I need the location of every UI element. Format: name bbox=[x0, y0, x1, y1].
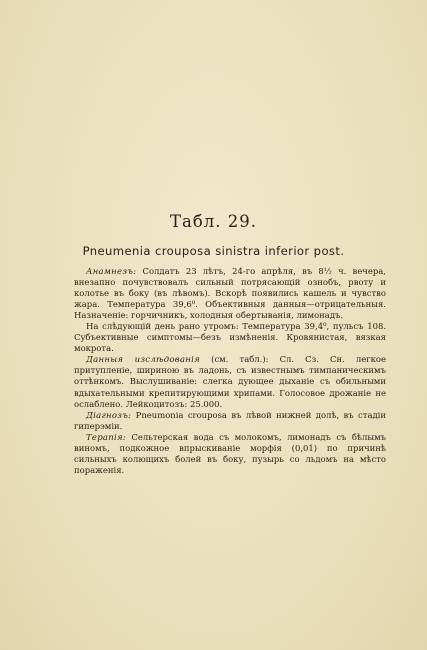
paragraph-findings bbox=[74, 354, 386, 409]
diagnosis-text: Pneumonia crouposa въ лѣвой нижней долѣ, въ стадіи гиперэміи. bbox=[74, 409, 386, 431]
therapy-label: Терапія: bbox=[86, 431, 127, 442]
table-header: Табл. 29. bbox=[170, 212, 257, 231]
anamnesis-label: Анамнезъ: bbox=[86, 266, 137, 276]
findings-label: Данныя изслѣдованія bbox=[86, 354, 201, 365]
case-body bbox=[74, 266, 386, 476]
paragraph-anamnesis bbox=[74, 266, 386, 321]
therapy-text: Сельтерская вода съ молокомъ, лимонадъ съ бѣлымъ виномъ, подкожное впрыскиваніе морфія (0,01) по причинѣ сильныхъ колющихъ болей въ боку, пузырь со льдомъ на мѣсто пораженія. bbox=[74, 431, 386, 475]
paragraph-therapy bbox=[74, 432, 386, 476]
findings-text: (см. табл.): Сл. Сз. Сн. легкое притупленіе, шириною въ ладонь, съ известнымъ тимпаническимъ оттѣнкомъ. Выслушиваніе: слегка дующее дыханіе съ обильными вдыхательными крепитирующими хрипами. Голосовое дрожаніе не ослаблено. Лейкоцитозъ: 25.000. bbox=[74, 354, 386, 409]
diagnosis-label: Діагнозъ: bbox=[86, 409, 132, 420]
case-title: Pneumenia crouposa sinistra inferior post. bbox=[82, 244, 345, 258]
paragraph-diagnosis bbox=[74, 410, 386, 432]
paragraph-next-day bbox=[74, 321, 386, 354]
next-day-text: На слѣдующій день рано утромъ: Температура 39,4⁰, пульсъ 108. Субъективные симптомы—безъ измѣненія. Кровянистая, вязкая мокрота. bbox=[74, 321, 386, 354]
anamnesis-text: Солдатъ 23 лѣтъ, 24-го апрѣля, въ 8½ ч. вечера, внезапно почувствовалъ сильный потрясающій ознобъ, рвоту и колотье въ боку (въ лѣвомъ). Вскорѣ появились кашель и чувство жара. Температура 39,6⁰. Объективныя данныя—отрицательныя. Назначеніе: горчичникъ, холодныя обертыванія, лимонадъ. bbox=[74, 266, 386, 321]
